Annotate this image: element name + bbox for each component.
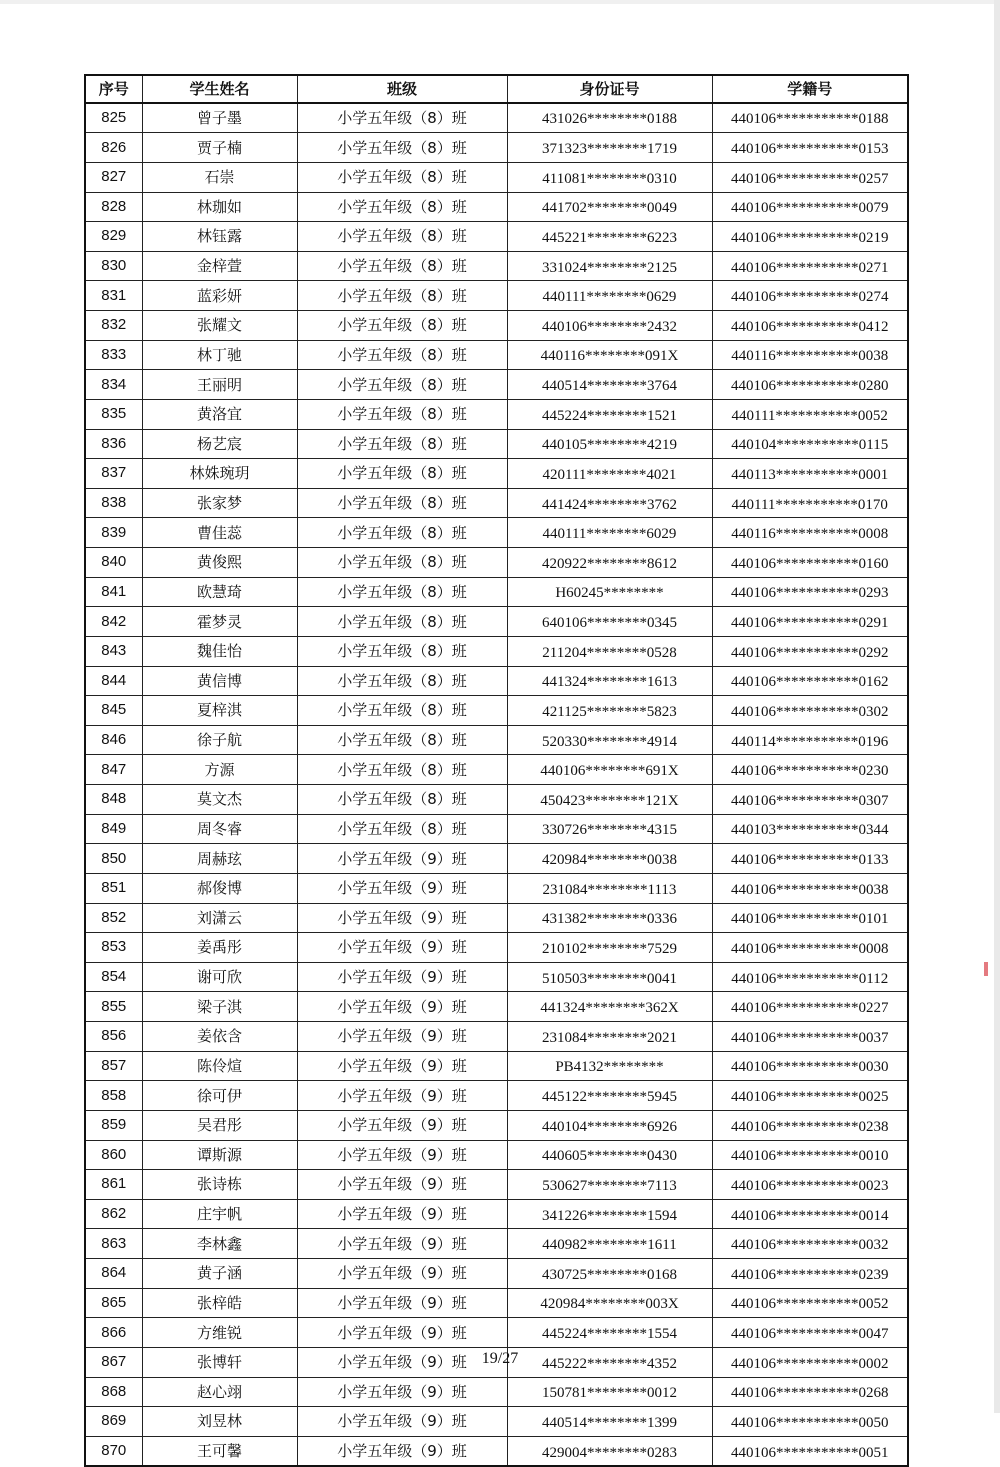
cell-student-name: 姜依含 bbox=[142, 1022, 297, 1052]
cell-student-name: 王可馨 bbox=[142, 1436, 297, 1466]
cell-id-number: 441324********1613 bbox=[507, 666, 712, 696]
cell-class: 小学五年级（8）班 bbox=[297, 192, 507, 222]
cell-student-name: 周冬睿 bbox=[142, 814, 297, 844]
table-row bbox=[85, 251, 908, 281]
cell-serial-number: 868 bbox=[85, 1377, 142, 1407]
table-row bbox=[85, 1170, 908, 1200]
cell-registry-number: 440106***********0293 bbox=[712, 577, 908, 607]
table-row bbox=[85, 1288, 908, 1318]
table-row bbox=[85, 162, 908, 192]
cell-serial-number: 834 bbox=[85, 370, 142, 400]
cell-serial-number: 837 bbox=[85, 459, 142, 489]
cell-student-name: 姜禹彤 bbox=[142, 933, 297, 963]
table-row bbox=[85, 1022, 908, 1052]
table-row bbox=[85, 873, 908, 903]
cell-student-name: 赵心翊 bbox=[142, 1377, 297, 1407]
cell-id-number: 440111********0629 bbox=[507, 281, 712, 311]
cell-student-name: 庄宇帆 bbox=[142, 1199, 297, 1229]
cell-serial-number: 842 bbox=[85, 607, 142, 637]
cell-serial-number: 851 bbox=[85, 873, 142, 903]
cell-id-number: 211204********0528 bbox=[507, 636, 712, 666]
cell-student-name: 金梓萱 bbox=[142, 251, 297, 281]
cell-registry-number: 440106***********0023 bbox=[712, 1170, 908, 1200]
table-row bbox=[85, 548, 908, 578]
cell-class: 小学五年级（8）班 bbox=[297, 607, 507, 637]
header-student-name: 学生姓名 bbox=[142, 75, 297, 103]
cell-class: 小学五年级（9）班 bbox=[297, 1229, 507, 1259]
cell-class: 小学五年级（8）班 bbox=[297, 429, 507, 459]
header-student-registry-number: 学籍号 bbox=[712, 75, 908, 103]
cell-class: 小学五年级（8）班 bbox=[297, 666, 507, 696]
cell-registry-number: 440106***********0292 bbox=[712, 636, 908, 666]
cell-serial-number: 835 bbox=[85, 399, 142, 429]
cell-class: 小学五年级（9）班 bbox=[297, 1259, 507, 1289]
cell-id-number: 440106********691X bbox=[507, 755, 712, 785]
cell-registry-number: 440106***********0412 bbox=[712, 311, 908, 341]
cell-student-name: 刘昱林 bbox=[142, 1407, 297, 1437]
cell-student-name: 曾子墨 bbox=[142, 103, 297, 133]
table-row bbox=[85, 785, 908, 815]
table-row bbox=[85, 607, 908, 637]
cell-serial-number: 855 bbox=[85, 992, 142, 1022]
cell-serial-number: 832 bbox=[85, 311, 142, 341]
cell-student-name: 夏梓淇 bbox=[142, 696, 297, 726]
cell-serial-number: 850 bbox=[85, 844, 142, 874]
cell-id-number: 445224********1554 bbox=[507, 1318, 712, 1348]
cell-registry-number: 440106***********0188 bbox=[712, 103, 908, 133]
cell-class: 小学五年级（9）班 bbox=[297, 1347, 507, 1377]
cell-id-number: 445222********4352 bbox=[507, 1347, 712, 1377]
cell-serial-number: 825 bbox=[85, 103, 142, 133]
cell-serial-number: 849 bbox=[85, 814, 142, 844]
cell-registry-number: 440106***********0079 bbox=[712, 192, 908, 222]
cell-class: 小学五年级（9）班 bbox=[297, 1377, 507, 1407]
cell-id-number: 431382********0336 bbox=[507, 903, 712, 933]
cell-class: 小学五年级（9）班 bbox=[297, 844, 507, 874]
cell-class: 小学五年级（8）班 bbox=[297, 133, 507, 163]
cell-serial-number: 861 bbox=[85, 1170, 142, 1200]
cell-serial-number: 862 bbox=[85, 1199, 142, 1229]
cell-class: 小学五年级（9）班 bbox=[297, 1081, 507, 1111]
cell-class: 小学五年级（9）班 bbox=[297, 992, 507, 1022]
cell-id-number: 440982********1611 bbox=[507, 1229, 712, 1259]
cell-class: 小学五年级（9）班 bbox=[297, 1288, 507, 1318]
cell-registry-number: 440106***********0025 bbox=[712, 1081, 908, 1111]
table-row bbox=[85, 488, 908, 518]
cell-registry-number: 440106***********0047 bbox=[712, 1318, 908, 1348]
cell-id-number: 210102********7529 bbox=[507, 933, 712, 963]
cell-registry-number: 440106***********0162 bbox=[712, 666, 908, 696]
cell-registry-number: 440116***********0008 bbox=[712, 518, 908, 548]
cell-student-name: 郝俊博 bbox=[142, 873, 297, 903]
table-row bbox=[85, 192, 908, 222]
cell-class: 小学五年级（8）班 bbox=[297, 488, 507, 518]
table-row bbox=[85, 666, 908, 696]
table-header bbox=[85, 75, 908, 103]
cell-class: 小学五年级（8）班 bbox=[297, 162, 507, 192]
table-row bbox=[85, 903, 908, 933]
cell-serial-number: 859 bbox=[85, 1110, 142, 1140]
cell-class: 小学五年级（9）班 bbox=[297, 1436, 507, 1466]
cell-id-number: 510503********0041 bbox=[507, 962, 712, 992]
header-serial-number: 序号 bbox=[85, 75, 142, 103]
cell-student-name: 方源 bbox=[142, 755, 297, 785]
cell-id-number: 341226********1594 bbox=[507, 1199, 712, 1229]
cell-serial-number: 838 bbox=[85, 488, 142, 518]
cell-student-name: 徐子航 bbox=[142, 725, 297, 755]
cell-student-name: 杨艺宸 bbox=[142, 429, 297, 459]
cell-id-number: PB4132******** bbox=[507, 1051, 712, 1081]
cell-registry-number: 440113***********0001 bbox=[712, 459, 908, 489]
cell-student-name: 黄子涵 bbox=[142, 1259, 297, 1289]
cell-serial-number: 836 bbox=[85, 429, 142, 459]
cell-class: 小学五年级（9）班 bbox=[297, 1407, 507, 1437]
cell-id-number: 440514********1399 bbox=[507, 1407, 712, 1437]
table-row bbox=[85, 1407, 908, 1437]
cell-registry-number: 440106***********0037 bbox=[712, 1022, 908, 1052]
cell-registry-number: 440106***********0291 bbox=[712, 607, 908, 637]
table-row bbox=[85, 1377, 908, 1407]
cell-class: 小学五年级（8）班 bbox=[297, 281, 507, 311]
cell-class: 小学五年级（8）班 bbox=[297, 222, 507, 252]
cell-registry-number: 440106***********0112 bbox=[712, 962, 908, 992]
cell-id-number: 430725********0168 bbox=[507, 1259, 712, 1289]
table-row bbox=[85, 636, 908, 666]
cell-student-name: 魏佳怡 bbox=[142, 636, 297, 666]
cell-student-name: 吴君彤 bbox=[142, 1110, 297, 1140]
cell-class: 小学五年级（9）班 bbox=[297, 933, 507, 963]
cell-class: 小学五年级（8）班 bbox=[297, 251, 507, 281]
cell-registry-number: 440106***********0051 bbox=[712, 1436, 908, 1466]
header-row bbox=[85, 75, 908, 103]
page-right-edge bbox=[994, 0, 1000, 1413]
cell-serial-number: 864 bbox=[85, 1259, 142, 1289]
cell-id-number: 441702********0049 bbox=[507, 192, 712, 222]
cell-registry-number: 440111***********0170 bbox=[712, 488, 908, 518]
cell-id-number: 420984********003X bbox=[507, 1288, 712, 1318]
cell-student-name: 黄俊熙 bbox=[142, 548, 297, 578]
cell-id-number: 231084********1113 bbox=[507, 873, 712, 903]
table-row bbox=[85, 340, 908, 370]
cell-class: 小学五年级（9）班 bbox=[297, 1318, 507, 1348]
cell-registry-number: 440106***********0052 bbox=[712, 1288, 908, 1318]
cell-student-name: 徐可伊 bbox=[142, 1081, 297, 1111]
cell-class: 小学五年级（9）班 bbox=[297, 1051, 507, 1081]
cell-id-number: 441424********3762 bbox=[507, 488, 712, 518]
table-row bbox=[85, 222, 908, 252]
table-row bbox=[85, 311, 908, 341]
cell-registry-number: 440106***********0230 bbox=[712, 755, 908, 785]
cell-class: 小学五年级（8）班 bbox=[297, 755, 507, 785]
cell-id-number: 520330********4914 bbox=[507, 725, 712, 755]
table-row bbox=[85, 1229, 908, 1259]
cell-id-number: 431026********0188 bbox=[507, 103, 712, 133]
cell-class: 小学五年级（8）班 bbox=[297, 399, 507, 429]
cell-registry-number: 440106***********0050 bbox=[712, 1407, 908, 1437]
cell-student-name: 谭斯源 bbox=[142, 1140, 297, 1170]
table-row bbox=[85, 1199, 908, 1229]
red-margin-mark bbox=[984, 962, 988, 976]
cell-class: 小学五年级（9）班 bbox=[297, 873, 507, 903]
table-row bbox=[85, 1318, 908, 1348]
cell-student-name: 石崇 bbox=[142, 162, 297, 192]
cell-id-number: 440116********091X bbox=[507, 340, 712, 370]
table-row bbox=[85, 370, 908, 400]
cell-serial-number: 870 bbox=[85, 1436, 142, 1466]
cell-class: 小学五年级（8）班 bbox=[297, 814, 507, 844]
cell-id-number: 440104********6926 bbox=[507, 1110, 712, 1140]
table-body bbox=[85, 103, 908, 1467]
table-row bbox=[85, 1259, 908, 1289]
cell-serial-number: 840 bbox=[85, 548, 142, 578]
cell-student-name: 欧慧琦 bbox=[142, 577, 297, 607]
cell-serial-number: 848 bbox=[85, 785, 142, 815]
cell-registry-number: 440106***********0239 bbox=[712, 1259, 908, 1289]
cell-registry-number: 440106***********0238 bbox=[712, 1110, 908, 1140]
cell-id-number: 440111********6029 bbox=[507, 518, 712, 548]
table-row bbox=[85, 844, 908, 874]
table-row bbox=[85, 814, 908, 844]
page-top-edge bbox=[0, 0, 1000, 4]
cell-id-number: 371323********1719 bbox=[507, 133, 712, 163]
cell-student-name: 陈伶煊 bbox=[142, 1051, 297, 1081]
table-row bbox=[85, 399, 908, 429]
cell-registry-number: 440106***********0133 bbox=[712, 844, 908, 874]
table-row bbox=[85, 1110, 908, 1140]
cell-class: 小学五年级（8）班 bbox=[297, 340, 507, 370]
cell-class: 小学五年级（8）班 bbox=[297, 696, 507, 726]
cell-serial-number: 847 bbox=[85, 755, 142, 785]
cell-class: 小学五年级（9）班 bbox=[297, 1140, 507, 1170]
cell-class: 小学五年级（8）班 bbox=[297, 459, 507, 489]
cell-id-number: 445221********6223 bbox=[507, 222, 712, 252]
cell-class: 小学五年级（9）班 bbox=[297, 1199, 507, 1229]
cell-class: 小学五年级（8）班 bbox=[297, 518, 507, 548]
cell-serial-number: 844 bbox=[85, 666, 142, 696]
cell-serial-number: 841 bbox=[85, 577, 142, 607]
cell-registry-number: 440106***********0257 bbox=[712, 162, 908, 192]
page-number: 19/27 bbox=[481, 1350, 519, 1367]
cell-student-name: 贾子楠 bbox=[142, 133, 297, 163]
cell-student-name: 刘潇云 bbox=[142, 903, 297, 933]
cell-student-name: 林姝琬玥 bbox=[142, 459, 297, 489]
cell-class: 小学五年级（8）班 bbox=[297, 370, 507, 400]
cell-class: 小学五年级（8）班 bbox=[297, 311, 507, 341]
table-row bbox=[85, 992, 908, 1022]
cell-id-number: 150781********0012 bbox=[507, 1377, 712, 1407]
cell-student-name: 黄洛宜 bbox=[142, 399, 297, 429]
table-row bbox=[85, 933, 908, 963]
cell-student-name: 林钰露 bbox=[142, 222, 297, 252]
cell-class: 小学五年级（9）班 bbox=[297, 1022, 507, 1052]
cell-serial-number: 846 bbox=[85, 725, 142, 755]
cell-id-number: 420922********8612 bbox=[507, 548, 712, 578]
cell-id-number: 440514********3764 bbox=[507, 370, 712, 400]
cell-registry-number: 440106***********0014 bbox=[712, 1199, 908, 1229]
cell-student-name: 林珈如 bbox=[142, 192, 297, 222]
table-row bbox=[85, 755, 908, 785]
cell-id-number: 445122********5945 bbox=[507, 1081, 712, 1111]
cell-registry-number: 440106***********0307 bbox=[712, 785, 908, 815]
cell-id-number: 330726********4315 bbox=[507, 814, 712, 844]
cell-serial-number: 830 bbox=[85, 251, 142, 281]
cell-class: 小学五年级（8）班 bbox=[297, 577, 507, 607]
cell-registry-number: 440106***********0227 bbox=[712, 992, 908, 1022]
table-row bbox=[85, 1436, 908, 1466]
table-row bbox=[85, 459, 908, 489]
cell-serial-number: 833 bbox=[85, 340, 142, 370]
cell-class: 小学五年级（8）班 bbox=[297, 785, 507, 815]
cell-student-name: 林丁驰 bbox=[142, 340, 297, 370]
cell-id-number: 331024********2125 bbox=[507, 251, 712, 281]
table-row bbox=[85, 133, 908, 163]
cell-id-number: 445224********1521 bbox=[507, 399, 712, 429]
cell-serial-number: 831 bbox=[85, 281, 142, 311]
cell-serial-number: 845 bbox=[85, 696, 142, 726]
header-class: 班级 bbox=[297, 75, 507, 103]
cell-class: 小学五年级（8）班 bbox=[297, 548, 507, 578]
cell-class: 小学五年级（8）班 bbox=[297, 636, 507, 666]
cell-id-number: 420984********0038 bbox=[507, 844, 712, 874]
cell-id-number: 440105********4219 bbox=[507, 429, 712, 459]
cell-serial-number: 853 bbox=[85, 933, 142, 963]
cell-class: 小学五年级（9）班 bbox=[297, 903, 507, 933]
table-row bbox=[85, 103, 908, 133]
cell-registry-number: 440106***********0160 bbox=[712, 548, 908, 578]
cell-student-name: 曹佳蕊 bbox=[142, 518, 297, 548]
table-row bbox=[85, 1140, 908, 1170]
table-row bbox=[85, 962, 908, 992]
cell-id-number: 420111********4021 bbox=[507, 459, 712, 489]
cell-serial-number: 839 bbox=[85, 518, 142, 548]
cell-registry-number: 440106***********0101 bbox=[712, 903, 908, 933]
cell-registry-number: 440114***********0196 bbox=[712, 725, 908, 755]
cell-serial-number: 829 bbox=[85, 222, 142, 252]
cell-registry-number: 440106***********0280 bbox=[712, 370, 908, 400]
cell-registry-number: 440106***********0030 bbox=[712, 1051, 908, 1081]
cell-student-name: 张梓皓 bbox=[142, 1288, 297, 1318]
cell-registry-number: 440106***********0302 bbox=[712, 696, 908, 726]
cell-serial-number: 860 bbox=[85, 1140, 142, 1170]
cell-registry-number: 440104***********0115 bbox=[712, 429, 908, 459]
cell-student-name: 黄信博 bbox=[142, 666, 297, 696]
student-roster-table bbox=[84, 74, 909, 1467]
cell-student-name: 张博轩 bbox=[142, 1347, 297, 1377]
cell-id-number: 421125********5823 bbox=[507, 696, 712, 726]
cell-serial-number: 858 bbox=[85, 1081, 142, 1111]
cell-registry-number: 440106***********0271 bbox=[712, 251, 908, 281]
table-row bbox=[85, 429, 908, 459]
cell-registry-number: 440106***********0274 bbox=[712, 281, 908, 311]
cell-serial-number: 854 bbox=[85, 962, 142, 992]
cell-id-number: 429004********0283 bbox=[507, 1436, 712, 1466]
cell-registry-number: 440106***********0219 bbox=[712, 222, 908, 252]
table-row bbox=[85, 696, 908, 726]
cell-registry-number: 440116***********0038 bbox=[712, 340, 908, 370]
table-row bbox=[85, 725, 908, 755]
cell-student-name: 蓝彩妍 bbox=[142, 281, 297, 311]
cell-student-name: 方维锐 bbox=[142, 1318, 297, 1348]
cell-registry-number: 440106***********0268 bbox=[712, 1377, 908, 1407]
table-row bbox=[85, 518, 908, 548]
cell-id-number: 440605********0430 bbox=[507, 1140, 712, 1170]
cell-serial-number: 865 bbox=[85, 1288, 142, 1318]
cell-id-number: H60245******** bbox=[507, 577, 712, 607]
cell-id-number: 530627********7113 bbox=[507, 1170, 712, 1200]
cell-serial-number: 857 bbox=[85, 1051, 142, 1081]
cell-id-number: 440106********2432 bbox=[507, 311, 712, 341]
table-row bbox=[85, 1081, 908, 1111]
cell-class: 小学五年级（8）班 bbox=[297, 103, 507, 133]
cell-student-name: 周赫玹 bbox=[142, 844, 297, 874]
cell-serial-number: 828 bbox=[85, 192, 142, 222]
cell-id-number: 450423********121X bbox=[507, 785, 712, 815]
cell-class: 小学五年级（8）班 bbox=[297, 725, 507, 755]
header-id-number: 身份证号 bbox=[507, 75, 712, 103]
cell-student-name: 王丽明 bbox=[142, 370, 297, 400]
cell-class: 小学五年级（9）班 bbox=[297, 962, 507, 992]
cell-serial-number: 827 bbox=[85, 162, 142, 192]
cell-serial-number: 843 bbox=[85, 636, 142, 666]
cell-student-name: 张诗栋 bbox=[142, 1170, 297, 1200]
table-row bbox=[85, 577, 908, 607]
cell-registry-number: 440106***********0002 bbox=[712, 1347, 908, 1377]
cell-id-number: 441324********362X bbox=[507, 992, 712, 1022]
cell-registry-number: 440106***********0010 bbox=[712, 1140, 908, 1170]
cell-student-name: 谢可欣 bbox=[142, 962, 297, 992]
cell-id-number: 411081********0310 bbox=[507, 162, 712, 192]
cell-serial-number: 867 bbox=[85, 1347, 142, 1377]
cell-serial-number: 852 bbox=[85, 903, 142, 933]
cell-class: 小学五年级（9）班 bbox=[297, 1110, 507, 1140]
cell-registry-number: 440103***********0344 bbox=[712, 814, 908, 844]
cell-id-number: 231084********2021 bbox=[507, 1022, 712, 1052]
cell-serial-number: 869 bbox=[85, 1407, 142, 1437]
table-row bbox=[85, 1051, 908, 1081]
cell-serial-number: 866 bbox=[85, 1318, 142, 1348]
cell-student-name: 张家梦 bbox=[142, 488, 297, 518]
cell-registry-number: 440106***********0032 bbox=[712, 1229, 908, 1259]
cell-registry-number: 440106***********0153 bbox=[712, 133, 908, 163]
cell-registry-number: 440111***********0052 bbox=[712, 399, 908, 429]
cell-class: 小学五年级（9）班 bbox=[297, 1170, 507, 1200]
cell-serial-number: 826 bbox=[85, 133, 142, 163]
cell-student-name: 李林鑫 bbox=[142, 1229, 297, 1259]
cell-student-name: 梁子淇 bbox=[142, 992, 297, 1022]
cell-serial-number: 856 bbox=[85, 1022, 142, 1052]
cell-registry-number: 440106***********0038 bbox=[712, 873, 908, 903]
table-row bbox=[85, 281, 908, 311]
cell-student-name: 张耀文 bbox=[142, 311, 297, 341]
cell-serial-number: 863 bbox=[85, 1229, 142, 1259]
cell-id-number: 640106********0345 bbox=[507, 607, 712, 637]
cell-registry-number: 440106***********0008 bbox=[712, 933, 908, 963]
cell-student-name: 霍梦灵 bbox=[142, 607, 297, 637]
cell-student-name: 莫文杰 bbox=[142, 785, 297, 815]
